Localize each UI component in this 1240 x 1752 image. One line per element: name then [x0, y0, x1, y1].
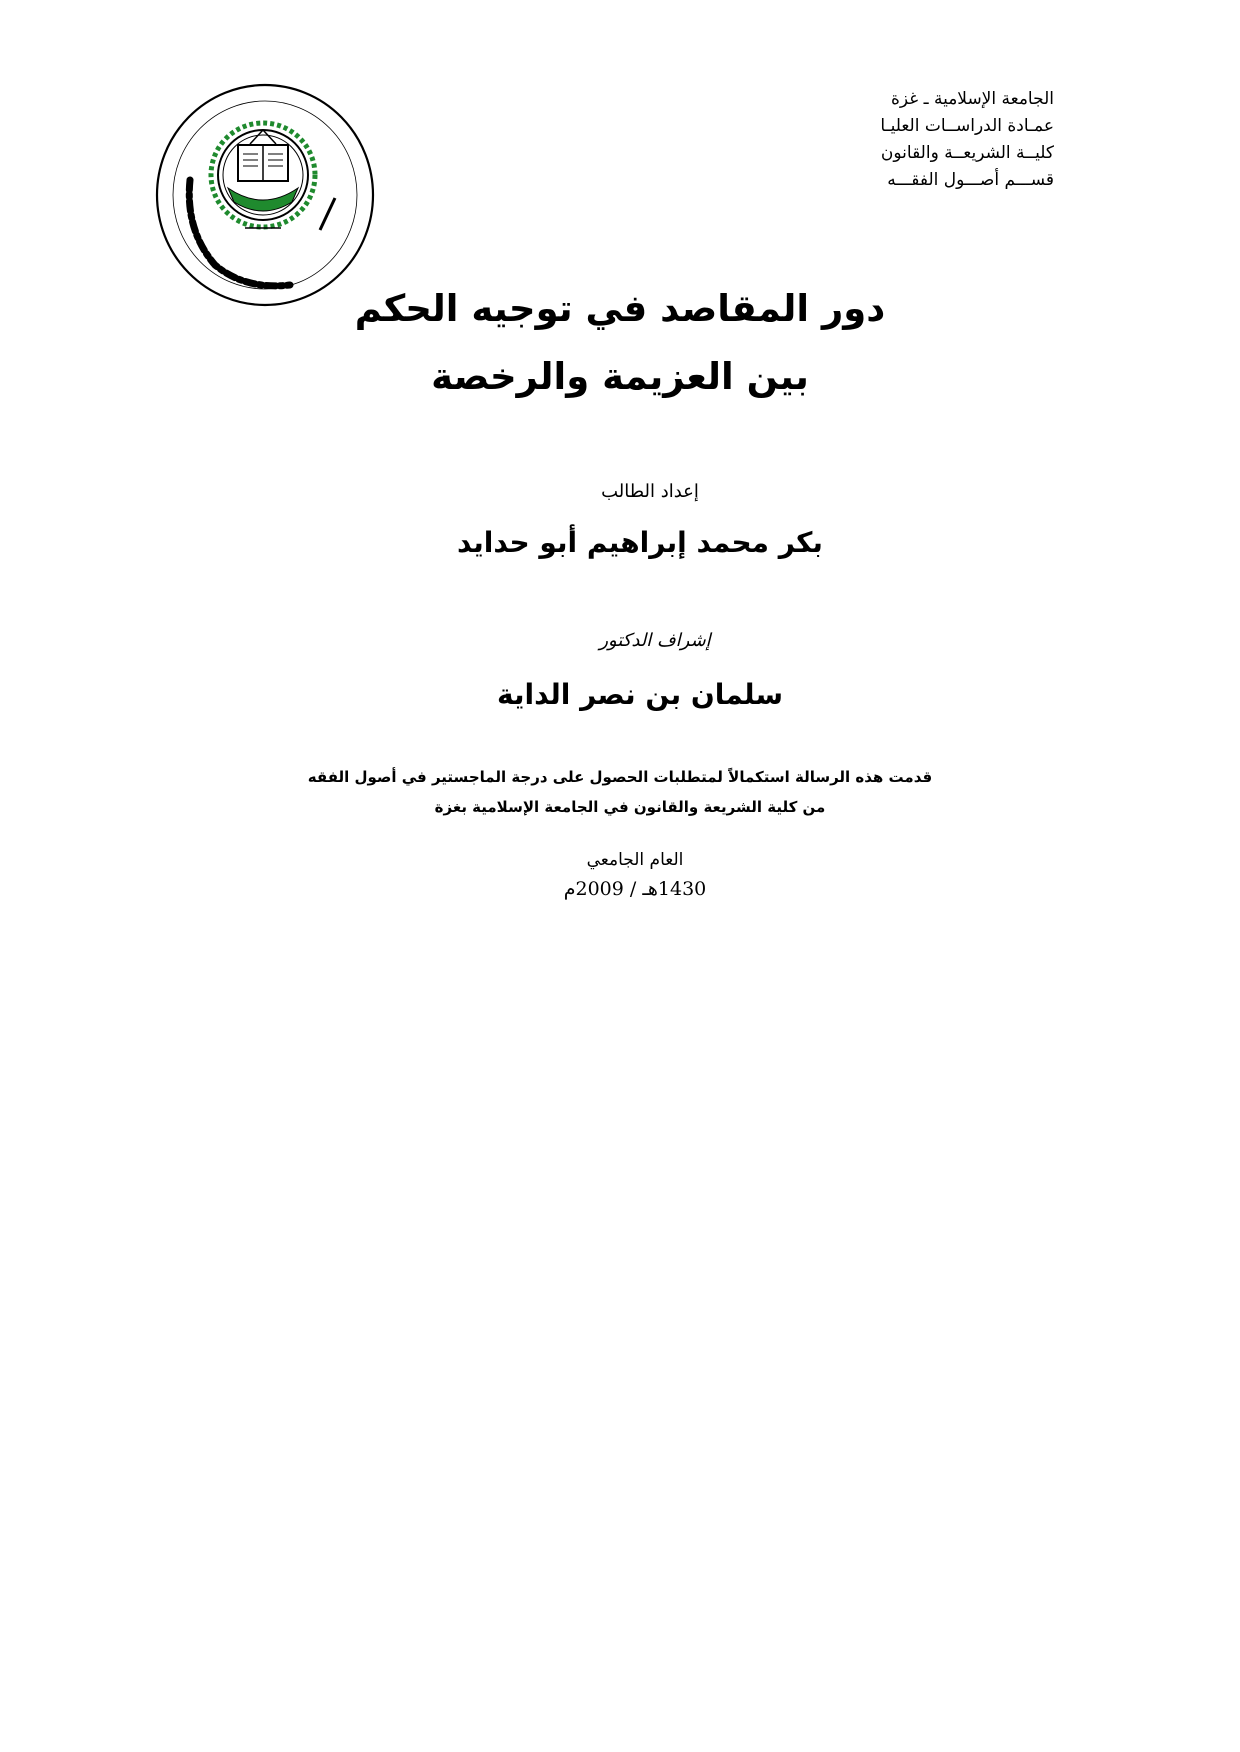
supervisor-name: سلمان بن نصر الداية [496, 678, 783, 711]
deanship-name: عمـادة الدراســات العليـا [880, 116, 1054, 136]
submission-statement-line-2: من كلية الشريعة والقانون في الجامعة الإسلامية بغزة [434, 798, 826, 816]
student-name: بكر محمد إبراهيم أبو حدايد [457, 526, 823, 559]
university-name: الجامعة الإسلامية ـ غزة [890, 89, 1054, 109]
thesis-title-line-1: دور المقاصد في توجيه الحكم [354, 287, 886, 330]
institution-header [880, 86, 1054, 194]
supervisor-label: إشراف الدكتور [599, 630, 711, 651]
academic-year-label: العام الجامعي [586, 850, 684, 870]
submission-statement-line-1: قدمت هذه الرسالة استكمالاً لمتطلبات الحصول على درجة الماجستير في أصول الفقه [307, 768, 933, 786]
university-seal-logo [150, 80, 380, 310]
thesis-title-line-2: بين العزيمة والرخصة [431, 355, 809, 398]
faculty-name: كليــة الشريعــة والقانون [880, 143, 1054, 163]
academic-year-value: 1430هـ / 2009م [563, 878, 707, 900]
student-label: إعداد الطالب [601, 481, 699, 502]
department-name: قســـم أصـــول الفقـــه [887, 170, 1054, 190]
